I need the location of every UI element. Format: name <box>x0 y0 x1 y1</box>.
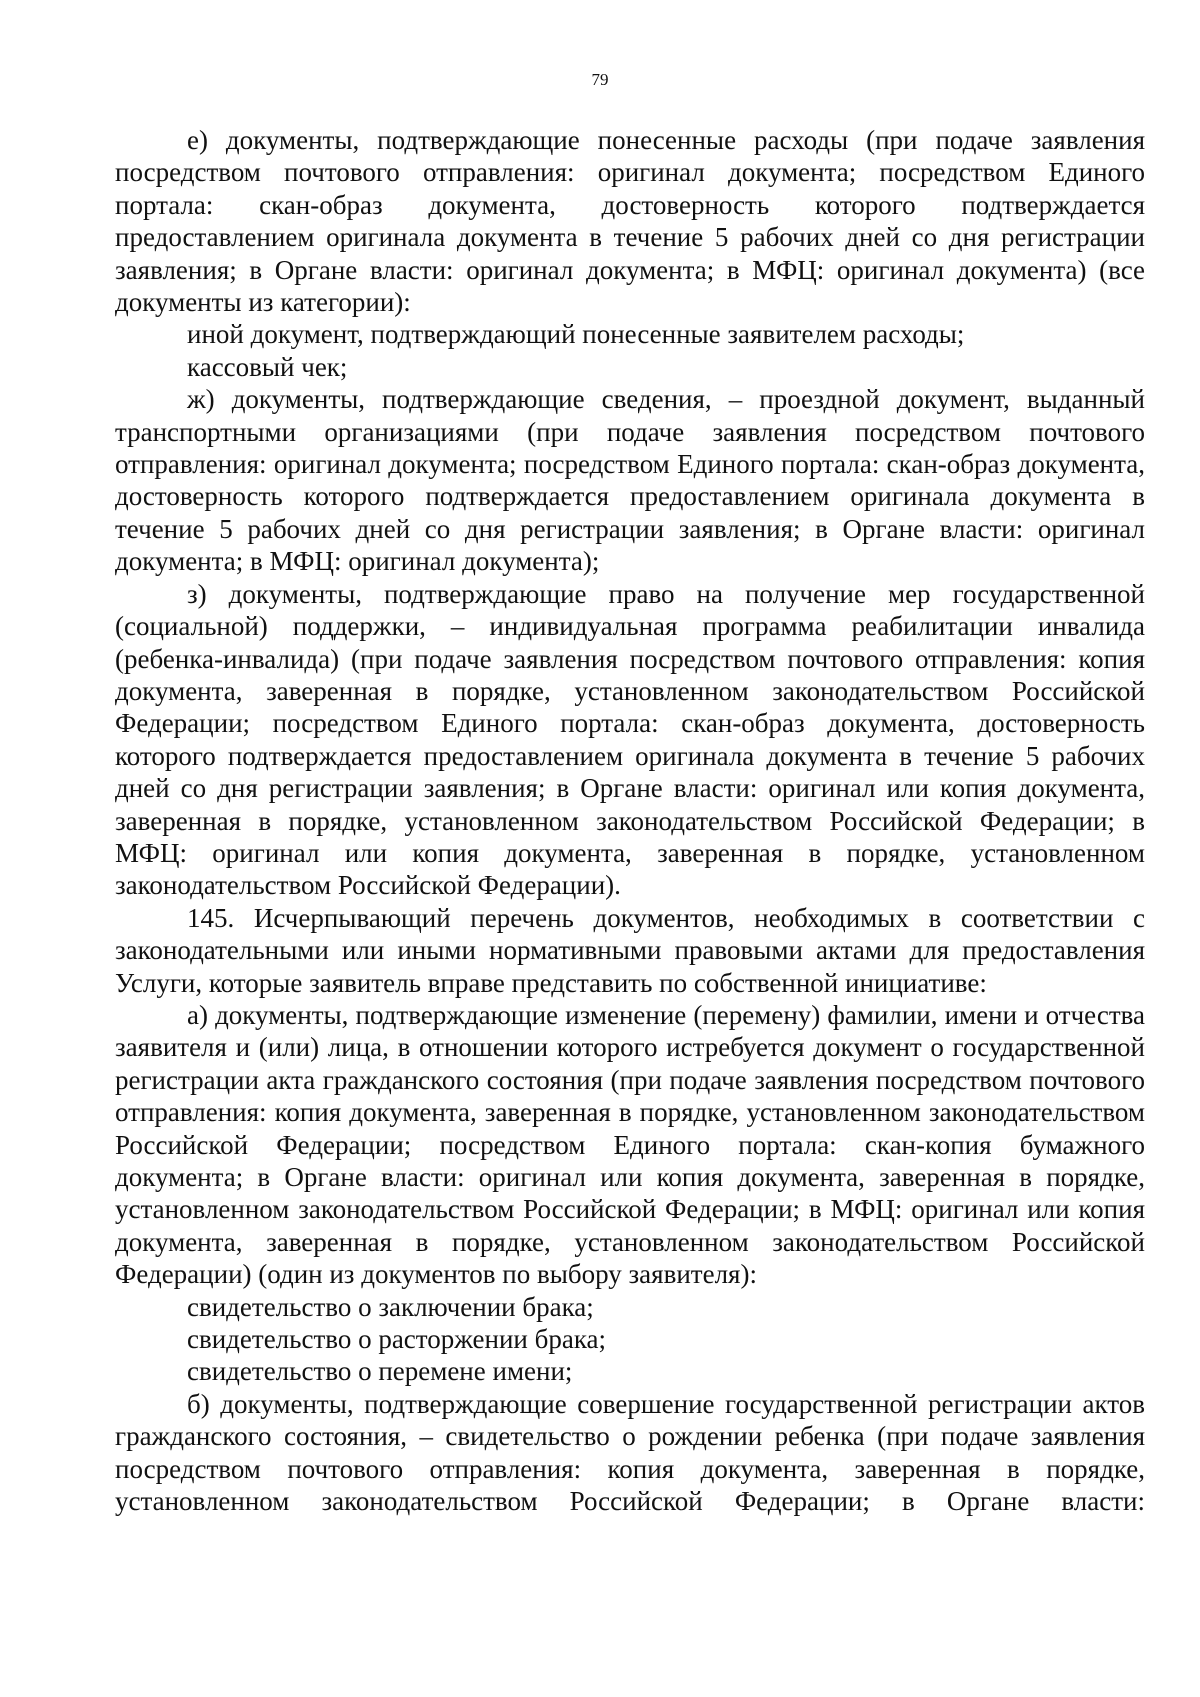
paragraph-e-expenses-documents: е) документы, подтверждающие понесенные расходы (при подаче заявления посредством почтового отправления: оригинал документа; посредством Единого портала: скан-образ документа, достоверность которого подтверждается предоставлением оригинала документа в течение 5 рабочих дней со дня регистрации заявления; в Органе власти: оригинал документа; в МФЦ: оригинал документа) (все документы из категории): <box>115 125 1145 318</box>
paragraph-145-optional-documents: 145. Исчерпывающий перечень документов, необходимых в соответствии с законодательными или иными нормативными правовыми актами для предоставления Услуги, которые заявитель вправе представить по собственной инициативе: <box>115 902 1145 998</box>
list-item-marriage-certificate: свидетельство о заключении брака; <box>187 1291 594 1322</box>
paragraph-b-civil-registration-documents: б) документы, подтверждающие совершение государственной регистрации актов гражданского состояния, – свидетельство о рождении ребенка (при подаче заявления посредством почтового отправления: копия документа, заверенная в порядке, установленном законодательством Российской Федерации; в Органе власти: <box>115 1388 1145 1517</box>
document-body <box>115 124 1145 1517</box>
list-item-name-change-certificate: свидетельство о перемене имени; <box>187 1356 573 1387</box>
list-item-cash-receipt: кассовый чек; <box>187 351 348 382</box>
paragraph-z-rehabilitation-program: з) документы, подтверждающие право на получение мер государственной (социальной) поддержки, – индивидуальная программа реабилитации инвалида (ребенка-инвалида) (при подаче заявления посредством почтового отправления: копия документа, заверенная в порядке, установленном законодательством Российской Федерации; посредством Единого портала: скан-образ документа, достоверность которого подтверждается предоставлением оригинала документа в течение 5 рабочих дней со дня регистрации заявления; в Органе власти: оригинал или копия документа, заверенная в порядке, установленном законодательством Российской Федерации; в МФЦ: оригинал или копия документа, заверенная в порядке, установленном законодательством Российской Федерации). <box>115 578 1145 901</box>
list-item-other-expense-document: иной документ, подтверждающий понесенные заявителем расходы; <box>187 319 965 350</box>
paragraph-zh-travel-document: ж) документы, подтверждающие сведения, – проездной документ, выданный транспортными организациями (при подаче заявления посредством почтового отправления: оригинал документа; посредством Единого портала: скан-образ документа, достоверность которого подтверждается предоставлением оригинала документа в течение 5 рабочих дней со дня регистрации заявления; в Органе власти: оригинал документа; в МФЦ: оригинал документа); <box>115 384 1145 577</box>
page-number: 79 <box>591 70 609 89</box>
paragraph-a-name-change-documents: а) документы, подтверждающие изменение (перемену) фамилии, имени и отчества заявителя и (или) лица, в отношении которого истребуется документ о государственной регистрации акта гражданского состояния (при подаче заявления посредством почтового отправления: копия документа, заверенная в порядке, установленном законодательством Российской Федерации; посредством Единого портала: скан-копия бумажного документа; в Органе власти: оригинал или копия документа, заверенная в порядке, установленном законодательством Российской Федерации; в МФЦ: оригинал или копия документа, заверенная в порядке, установленном законодательством Российской Федерации) (один из документов по выбору заявителя): <box>115 999 1145 1290</box>
list-item-divorce-certificate: свидетельство о расторжении брака; <box>187 1324 607 1355</box>
